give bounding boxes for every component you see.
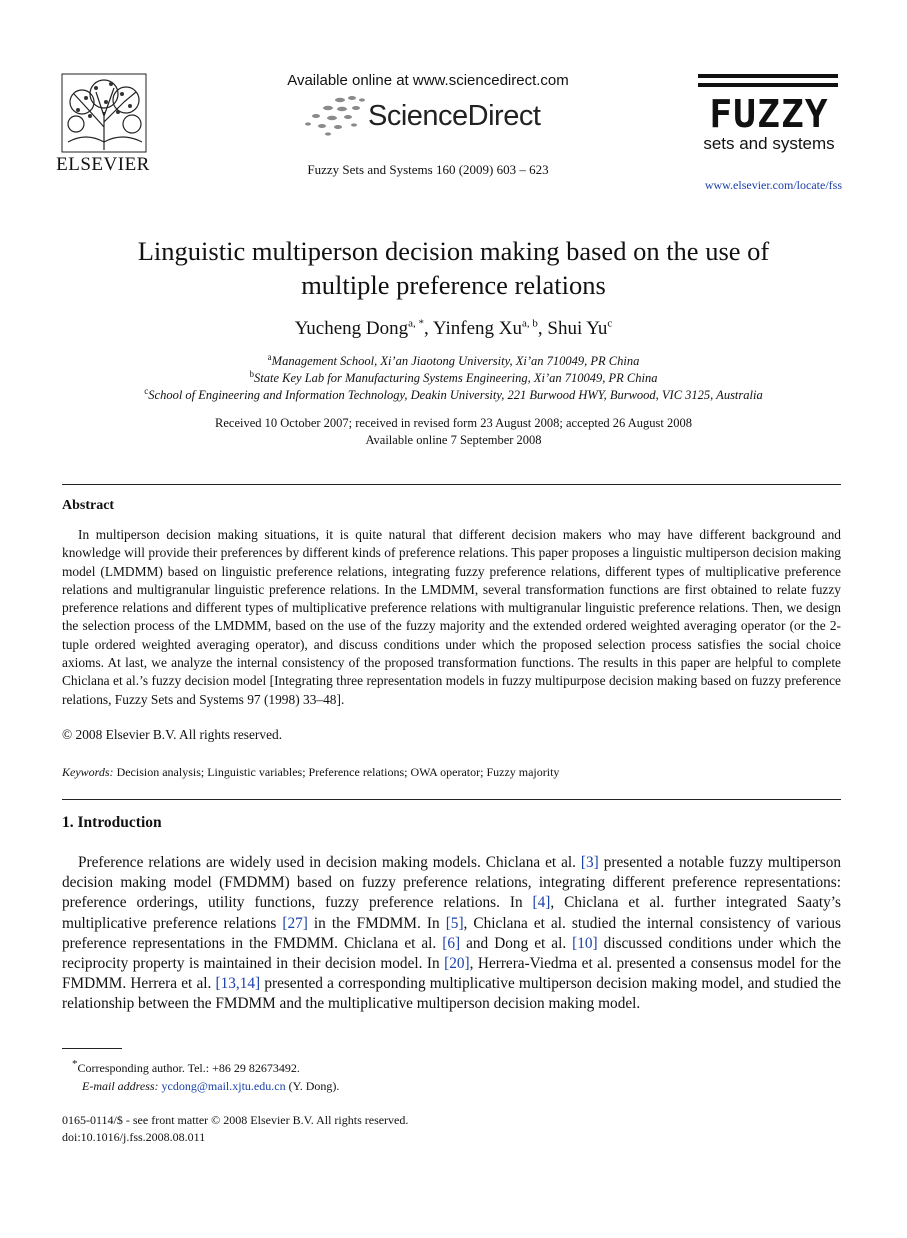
paragraph-text: Preference relations are widely used in decision making models. Chiclana et al. [78, 854, 581, 871]
paragraph-text: , Chiclana et al. further integrated Saaty’s multiplicative preference relations [62, 894, 841, 932]
journal-logo-word: FUZZY [709, 92, 829, 136]
affiliation-c: $^c$School of Engineering and Information Technology, Deakin University, 221 Burwood HWY, Burwood, VIC 3125, Australia [144, 385, 763, 402]
divider [62, 484, 841, 485]
paragraph-text: , Herrera-Viedma et al. presented a consensus model for the FMDMM. Herrera et al. [62, 955, 841, 993]
paragraph-text: and Dong et al. [460, 934, 573, 952]
footnote-mark: * [72, 1058, 78, 1070]
author-separator: , [537, 318, 548, 339]
author-superscript[interactable]: c [607, 317, 613, 330]
abstract-heading: Abstract [62, 498, 115, 513]
introduction-paragraph [62, 853, 841, 1015]
journal-url-link[interactable]: www.elsevier.com/locate/fss [704, 178, 842, 192]
author-separator: , [424, 318, 433, 339]
citation-link[interactable]: [10] [572, 934, 598, 952]
citation-link[interactable]: [20] [444, 955, 470, 973]
article-dates [60, 415, 847, 449]
citation-link[interactable]: [13,14] [215, 975, 261, 993]
email-footnote: E-mail address: ycdong@mail.xjtu.edu.cn (Y. Dong). [82, 1079, 340, 1093]
citation-link[interactable]: [27] [282, 914, 308, 932]
citation-link[interactable]: [5] [445, 914, 464, 932]
front-matter-notice: 0165-0114/$ - see front matter © 2008 Elsevier B.V. All rights reserved. [62, 1113, 409, 1127]
available-online-text[interactable]: Available online at www.sciencedirect.com [287, 72, 569, 89]
doi[interactable]: doi:10.1016/j.fss.2008.08.011 [62, 1130, 206, 1144]
abstract-text: In multiperson decision making situations, it is quite natural that different decision makers who may have different background and knowledge will provide their preferences by different kinds of preference relations. This paper proposes a linguistic multiperson decision making model (LMDMM) based on linguistic preference relations, integrating fuzzy preference relations, different types of multiplicative preference relations and multigranular linguistic preference relations. In the LMDMM, several transformation functions are first obtained to relate fuzzy preference relations and different types of multiplicative preference relations with multigranular linguistic preference relations. Then, we design the selection process of the LMDMM, based on the use of the fuzzy majority and the extended ordered weighted averaging operator (or the 2-tuple ordered weighted averaging operator), and discuss conditions under which the proposed selection process satisfies the social choice axioms. At last, we analyze the internal consistency of the proposed transformation functions. The results in this paper are helpful to complete Chiclana et al.’s fuzzy decision model [Integrating three representation models in fuzzy multipurpose decision making based on fuzzy preference relations, Fuzzy Sets and Systems 97 (1998) 33–48]. [62, 527, 841, 707]
affiliation-a: $^a$Management School, Xi’an Jiaotong University, Xi’an 710049, PR China [267, 351, 640, 368]
journal-citation: Fuzzy Sets and Systems 160 (2009) 603 – 623 [307, 162, 549, 177]
paragraph-text: discussed conditions under which the reciprocity property is maintained in their decision model. In [62, 934, 841, 973]
author-name[interactable]: Yinfeng Xu [432, 318, 523, 339]
citation-link[interactable]: [3] [580, 854, 599, 871]
affiliation-b: $^b$State Key Lab for Manufacturing Systems Engineering, Xi’an 710049, PR China [249, 368, 658, 385]
paragraph-text: in the FMDMM. In [307, 914, 446, 932]
journal-logo-subtitle: sets and systems [703, 134, 835, 153]
copyright-notice: © 2008 Elsevier B.V. All rights reserved. [62, 727, 283, 742]
paragraph-text: presented a notable fuzzy multiperson decision making model (FMDMM) based on fuzzy preference relations, integrating different preference representations: preference orderings, utility functions, fuzzy preference relations. In [62, 854, 841, 912]
title-line-2: multiple preference relations [301, 270, 606, 300]
author-name[interactable]: Shui Yu [547, 318, 608, 339]
author-superscript[interactable]: a, b [522, 317, 538, 330]
email-label: E-mail address: [82, 1079, 159, 1093]
citation-link[interactable]: [4] [532, 894, 551, 912]
keywords [62, 765, 841, 780]
publisher-name: ELSEVIER [56, 154, 150, 175]
section-heading: 1. Introduction [62, 814, 162, 831]
footnote-rule [62, 1048, 122, 1049]
available-online-date: Available online 7 September 2008 [365, 433, 542, 447]
author-name[interactable]: Yucheng Dong [294, 318, 409, 339]
title-line-1: Linguistic multiperson decision making based on the use of [137, 236, 770, 266]
keywords-list: Decision analysis; Linguistic variables; Preference relations; OWA operator; Fuzzy majority [113, 765, 560, 779]
sciencedirect-logo-text: ScienceDirect [368, 100, 541, 132]
corresponding-author-footnote: *Corresponding author. Tel.: +86 29 82673492. [72, 1058, 300, 1075]
author-superscript[interactable]: a, * [408, 317, 425, 330]
author-list [60, 318, 847, 340]
keywords-label: Keywords: [62, 765, 114, 779]
paragraph-text: presented a corresponding multiplicative multiperson decision making model, and studied the relationship between the FMDMM and the multiplicative multiperson decision making model. [62, 975, 841, 1013]
email-link[interactable]: ycdong@mail.xjtu.edu.cn [161, 1079, 286, 1093]
article-title [60, 234, 847, 302]
paragraph-text: , Chiclana et al. studied the internal consistency of various preference representations in the FMDMM. Chiclana et al. [62, 914, 841, 952]
citation-link[interactable]: [6] [442, 934, 461, 952]
affiliations [60, 353, 847, 404]
divider [62, 799, 841, 800]
received-dates: Received 10 October 2007; received in revised form 23 August 2008; accepted 26 August 2008 [215, 416, 692, 430]
